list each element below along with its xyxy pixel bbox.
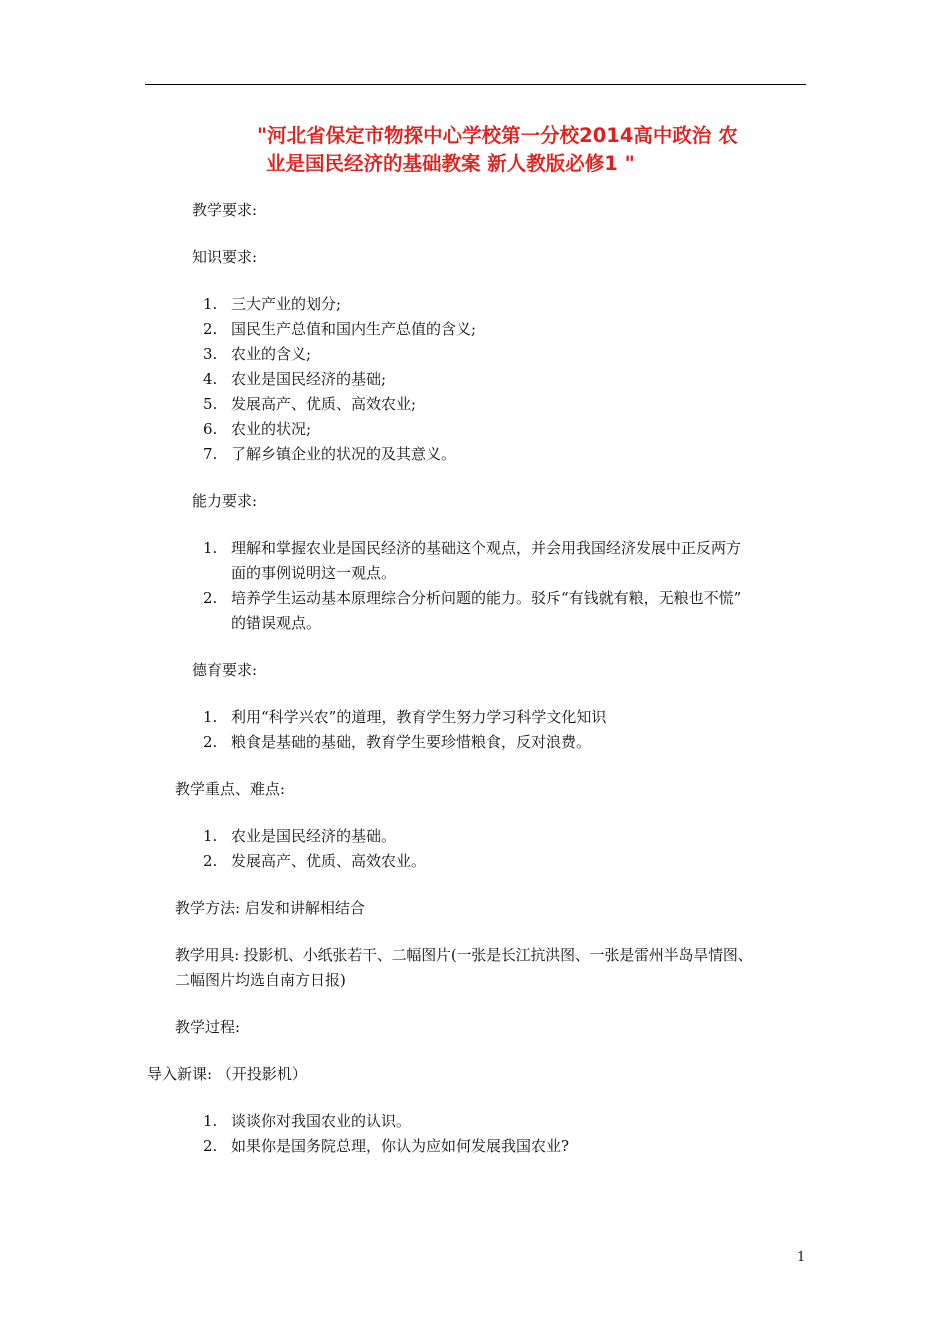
list-item: 发展高产、优质、高效农业; (231, 395, 417, 413)
header-rule (145, 84, 806, 85)
list-item: 农业是国民经济的基础; (231, 370, 387, 388)
list-item: 国民生产总值和国内生产总值的含义; (231, 320, 477, 338)
title-line-2: 业是国民经济的基础教案 新人教版必修1 " (266, 152, 635, 175)
list-number: 2. (203, 320, 218, 338)
list-number: 6. (203, 420, 218, 438)
list-number: 1. (203, 539, 218, 557)
title-line-1: "河北省保定市物探中心学校第一分校2014高中政治 农 (257, 124, 738, 147)
intro-heading: 导入新课: （开投影机） (147, 1065, 307, 1083)
teaching-method: 教学方法: 启发和讲解相结合 (175, 899, 365, 917)
list-item: 谈谈你对我国农业的认识。 (231, 1112, 412, 1130)
list-item-line: 培养学生运动基本原理综合分析问题的能力。驳斥“有钱就有粮，无粮也不慌” (231, 589, 742, 607)
page-number: 1 (797, 1250, 806, 1265)
list-number: 4. (203, 370, 218, 388)
key-points-heading: 教学重点、难点: (175, 780, 286, 798)
document-title (257, 122, 802, 178)
list-item: 粮食是基础的基础，教育学生要珍惜粮食，反对浪费。 (231, 733, 592, 751)
teaching-requirements-heading: 教学要求: (192, 201, 258, 219)
list-item-line: 的错误观点。 (231, 614, 322, 632)
list-number: 2. (203, 1137, 218, 1155)
list-number: 1. (203, 1112, 218, 1130)
list-item: 了解乡镇企业的状况的及其意义。 (231, 445, 457, 463)
teaching-tools-line-2: 二幅图片均选自南方日报) (175, 971, 346, 989)
list-item: 如果你是国务院总理，你认为应如何发展我国农业? (231, 1137, 570, 1155)
list-number: 5. (203, 395, 218, 413)
list-number: 2. (203, 852, 218, 870)
list-number: 1. (203, 295, 218, 313)
list-number: 2. (203, 589, 218, 607)
list-item: 利用“科学兴农”的道理，教育学生努力学习科学文化知识 (231, 708, 607, 726)
teaching-tools-line-1: 教学用具: 投影机、小纸张若干、二幅图片(一张是长江抗洪图、一张是雷州半岛旱情图、 (175, 946, 753, 964)
ability-requirements-heading: 能力要求: (192, 492, 258, 510)
teaching-process-heading: 教学过程: (175, 1018, 241, 1036)
list-item-line: 理解和掌握农业是国民经济的基础这个观点，并会用我国经济发展中正反两方 (231, 539, 742, 557)
moral-requirements-heading: 德育要求: (192, 661, 258, 679)
list-number: 2. (203, 733, 218, 751)
list-item: 三大产业的划分; (231, 295, 342, 313)
list-number: 1. (203, 827, 218, 845)
list-number: 3. (203, 345, 218, 363)
list-item-line: 面的事例说明这一观点。 (231, 564, 397, 582)
list-item: 农业的含义; (231, 345, 312, 363)
list-item: 农业的状况; (231, 420, 312, 438)
list-item: 农业是国民经济的基础。 (231, 827, 397, 845)
knowledge-requirements-heading: 知识要求: (192, 248, 258, 266)
list-number: 7. (203, 445, 218, 463)
list-number: 1. (203, 708, 218, 726)
list-item: 发展高产、优质、高效农业。 (231, 852, 427, 870)
